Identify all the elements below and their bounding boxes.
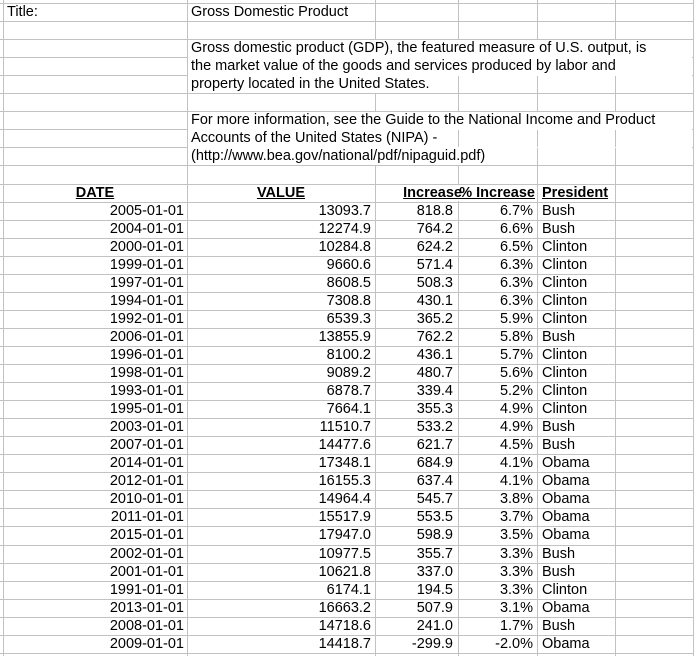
pct-increase-cell[interactable]: 4.9% <box>499 419 533 436</box>
pct-increase-cell[interactable]: 5.6% <box>499 365 533 381</box>
increase-cell[interactable]: 430.1 <box>416 292 453 309</box>
president-cell[interactable]: Bush <box>542 563 576 580</box>
date-cell[interactable]: 2011-01-01 <box>110 509 184 526</box>
president-cell[interactable]: Clinton <box>542 274 588 291</box>
president-cell[interactable]: Bush <box>542 220 576 237</box>
title-value-cell[interactable]: Gross Domestic Product <box>191 4 349 20</box>
president-cell[interactable]: Bush <box>542 328 576 345</box>
value-cell[interactable]: 6539.3 <box>326 310 371 327</box>
date-cell[interactable]: 2013-01-01 <box>109 599 184 616</box>
pct-increase-cell[interactable]: 5.8% <box>499 328 533 345</box>
pct-increase-cell[interactable]: 4.5% <box>499 437 533 454</box>
info-line[interactable]: Accounts of the United States (NIPA) - <box>191 130 438 146</box>
value-cell[interactable]: 6174.1 <box>326 581 371 598</box>
pct-increase-cell[interactable]: 6.7% <box>499 202 533 219</box>
title-label-cell[interactable]: Title: <box>7 4 38 20</box>
president-cell[interactable]: Obama <box>542 455 590 472</box>
pct-increase-cell[interactable]: 6.3% <box>499 292 533 309</box>
increase-cell[interactable]: 764.2 <box>416 220 453 237</box>
value-cell[interactable]: 13855.9 <box>318 328 371 345</box>
pct-increase-cell[interactable]: 3.8% <box>499 491 533 508</box>
value-cell[interactable]: 15517.9 <box>318 509 371 526</box>
increase-cell[interactable]: 508.3 <box>416 274 453 291</box>
increase-cell[interactable]: 337.0 <box>416 563 453 580</box>
date-cell[interactable]: 2009-01-01 <box>109 635 184 652</box>
value-cell[interactable]: 14418.7 <box>318 635 371 652</box>
value-cell[interactable]: 14477.6 <box>318 437 371 454</box>
president-cell[interactable]: Bush <box>542 419 576 436</box>
info-line[interactable]: (http://www.bea.gov/national/pdf/nipaguid.pdf) <box>191 148 486 164</box>
column-header-increase[interactable]: Increase <box>403 184 462 201</box>
column-header-value[interactable]: VALUE <box>256 184 306 201</box>
gridline-v-segment <box>615 130 616 147</box>
date-cell[interactable]: 1993-01-01 <box>109 383 184 400</box>
increase-cell[interactable]: 571.4 <box>416 256 453 273</box>
president-cell[interactable]: Clinton <box>542 365 588 381</box>
value-cell[interactable]: 10977.5 <box>318 545 371 562</box>
pct-increase-cell[interactable]: 3.3% <box>499 581 533 598</box>
date-cell[interactable]: 2012-01-01 <box>109 473 184 490</box>
value-cell[interactable]: 14718.6 <box>318 617 371 634</box>
date-cell[interactable]: 2006-01-01 <box>109 328 184 345</box>
gridline-v-segment <box>458 76 459 93</box>
increase-cell[interactable]: 545.7 <box>416 491 453 508</box>
value-cell[interactable]: 7308.8 <box>326 292 371 309</box>
gridline-h <box>0 93 693 94</box>
increase-cell[interactable]: 194.5 <box>416 581 453 598</box>
date-cell[interactable]: 1999-01-01 <box>109 256 184 273</box>
gridline-v-segment <box>537 76 538 93</box>
value-cell[interactable]: 8608.5 <box>326 274 371 291</box>
date-cell[interactable]: 2004-01-01 <box>109 220 184 237</box>
date-cell[interactable]: 2008-01-01 <box>109 617 184 634</box>
info-line[interactable]: For more information, see the Guide to the National Income and Product <box>191 112 656 128</box>
value-cell[interactable]: 16663.2 <box>318 599 371 616</box>
value-cell[interactable]: 16155.3 <box>318 473 371 490</box>
value-cell[interactable]: 9660.6 <box>326 256 371 273</box>
column-header-pct-increase[interactable]: % Increase <box>459 184 535 201</box>
value-cell[interactable]: 13093.7 <box>318 202 371 219</box>
date-cell[interactable]: 2015-01-01 <box>109 527 184 544</box>
president-cell[interactable]: Obama <box>542 527 590 544</box>
president-cell[interactable]: Clinton <box>542 401 588 418</box>
increase-cell[interactable]: 598.9 <box>416 527 453 544</box>
date-cell[interactable]: 2001-01-01 <box>109 563 184 580</box>
gridline-h <box>0 653 693 654</box>
value-cell[interactable]: 9089.2 <box>326 365 371 381</box>
gridline-v-segment <box>615 76 616 93</box>
pct-increase-cell[interactable]: 6.5% <box>499 238 533 255</box>
value-cell[interactable]: 7664.1 <box>326 401 371 418</box>
increase-cell[interactable]: 339.4 <box>416 383 453 400</box>
increase-cell[interactable]: 762.2 <box>416 328 453 345</box>
date-cell[interactable]: 1996-01-01 <box>109 346 184 363</box>
pct-increase-cell[interactable]: 5.7% <box>499 346 533 363</box>
pct-increase-cell[interactable]: 3.3% <box>499 545 533 562</box>
gridline-v-segment <box>458 130 459 147</box>
pct-increase-cell[interactable]: 3.7% <box>499 509 533 526</box>
increase-cell[interactable]: 684.9 <box>416 455 453 472</box>
description-line[interactable]: the market value of the goods and services produced by labor and <box>191 58 616 74</box>
pct-increase-cell[interactable]: 6.3% <box>499 256 533 273</box>
increase-cell[interactable]: 533.2 <box>416 419 453 436</box>
increase-cell[interactable]: 553.5 <box>416 509 453 526</box>
gridline-v-segment <box>615 148 616 166</box>
date-cell[interactable]: 2002-01-01 <box>109 545 184 562</box>
gridline-h <box>0 21 693 22</box>
value-cell[interactable]: 10621.8 <box>318 563 371 580</box>
pct-increase-cell[interactable]: 4.9% <box>499 401 533 418</box>
increase-cell[interactable]: 818.8 <box>416 202 453 219</box>
column-header-president[interactable]: President <box>542 184 609 201</box>
increase-cell[interactable]: -299.9 <box>411 635 453 652</box>
date-cell[interactable]: 1998-01-01 <box>109 365 184 381</box>
description-line[interactable]: property located in the United States. <box>191 76 430 92</box>
president-cell[interactable]: Clinton <box>542 256 588 273</box>
pct-increase-cell[interactable]: 5.2% <box>499 383 533 400</box>
pct-increase-cell[interactable]: 6.6% <box>499 220 533 237</box>
president-cell[interactable]: Clinton <box>542 383 588 400</box>
pct-increase-cell[interactable]: 4.1% <box>499 455 533 472</box>
pct-increase-cell[interactable]: 4.1% <box>499 473 533 490</box>
date-cell[interactable]: 2003-01-01 <box>109 419 184 436</box>
description-line[interactable]: Gross domestic product (GDP), the featured measure of U.S. output, is <box>191 40 647 56</box>
gridline-v-segment <box>537 148 538 166</box>
president-cell[interactable]: Clinton <box>542 310 588 327</box>
value-cell[interactable]: 17348.1 <box>318 455 371 472</box>
value-cell[interactable]: 14964.4 <box>318 491 371 508</box>
president-cell[interactable]: Clinton <box>542 292 588 309</box>
date-cell[interactable]: 2014-01-01 <box>109 455 184 472</box>
increase-cell[interactable]: 637.4 <box>416 473 453 490</box>
date-cell[interactable]: 1992-01-01 <box>109 310 184 327</box>
increase-cell[interactable]: 480.7 <box>416 365 453 381</box>
date-cell[interactable]: 2007-01-01 <box>109 437 184 454</box>
increase-cell[interactable]: 365.2 <box>416 310 453 327</box>
date-cell[interactable]: 1997-01-01 <box>109 274 184 291</box>
value-cell[interactable]: 12274.9 <box>318 220 371 237</box>
pct-increase-cell[interactable]: 3.1% <box>499 599 533 616</box>
increase-cell[interactable]: 507.9 <box>416 599 453 616</box>
president-cell[interactable]: Bush <box>542 202 576 219</box>
president-cell[interactable]: Obama <box>542 599 590 616</box>
increase-cell[interactable]: 436.1 <box>416 346 453 363</box>
pct-increase-cell[interactable]: -2.0% <box>495 635 533 652</box>
value-cell[interactable]: 10284.8 <box>318 238 371 255</box>
increase-cell[interactable]: 624.2 <box>416 238 453 255</box>
president-cell[interactable]: Clinton <box>542 238 588 255</box>
president-cell[interactable]: Obama <box>542 635 590 652</box>
president-cell[interactable]: Obama <box>542 491 590 508</box>
pct-increase-cell[interactable]: 3.5% <box>499 527 533 544</box>
date-cell[interactable]: 1991-01-01 <box>109 581 184 598</box>
president-cell[interactable]: Bush <box>542 437 576 454</box>
increase-cell[interactable]: 241.0 <box>416 617 453 634</box>
increase-cell[interactable]: 621.7 <box>416 437 453 454</box>
increase-cell[interactable]: 355.3 <box>416 401 453 418</box>
date-cell[interactable]: 2010-01-01 <box>109 491 184 508</box>
value-cell[interactable]: 8100.2 <box>326 346 371 363</box>
gridline-h <box>0 165 693 166</box>
president-cell[interactable]: Obama <box>542 473 590 490</box>
president-cell[interactable]: Bush <box>542 545 576 562</box>
pct-increase-cell[interactable]: 1.7% <box>499 617 533 634</box>
president-cell[interactable]: Obama <box>542 509 590 526</box>
gridline-v-segment <box>537 130 538 147</box>
date-cell[interactable]: 2005-01-01 <box>109 202 184 219</box>
column-header-date[interactable]: DATE <box>75 184 115 201</box>
pct-increase-cell[interactable]: 6.3% <box>499 274 533 291</box>
value-cell[interactable]: 11510.7 <box>319 419 371 436</box>
date-cell[interactable]: 1994-01-01 <box>109 292 184 309</box>
president-cell[interactable]: Clinton <box>542 346 588 363</box>
president-cell[interactable]: Clinton <box>542 581 588 598</box>
pct-increase-cell[interactable]: 3.3% <box>499 563 533 580</box>
value-cell[interactable]: 17947.0 <box>318 527 371 544</box>
value-cell[interactable]: 6878.7 <box>326 383 371 400</box>
date-cell[interactable]: 2000-01-01 <box>109 238 184 255</box>
president-cell[interactable]: Bush <box>542 617 576 634</box>
increase-cell[interactable]: 355.7 <box>416 545 453 562</box>
pct-increase-cell[interactable]: 5.9% <box>499 310 533 327</box>
gridline-v <box>693 0 694 656</box>
date-cell[interactable]: 1995-01-01 <box>109 401 184 418</box>
